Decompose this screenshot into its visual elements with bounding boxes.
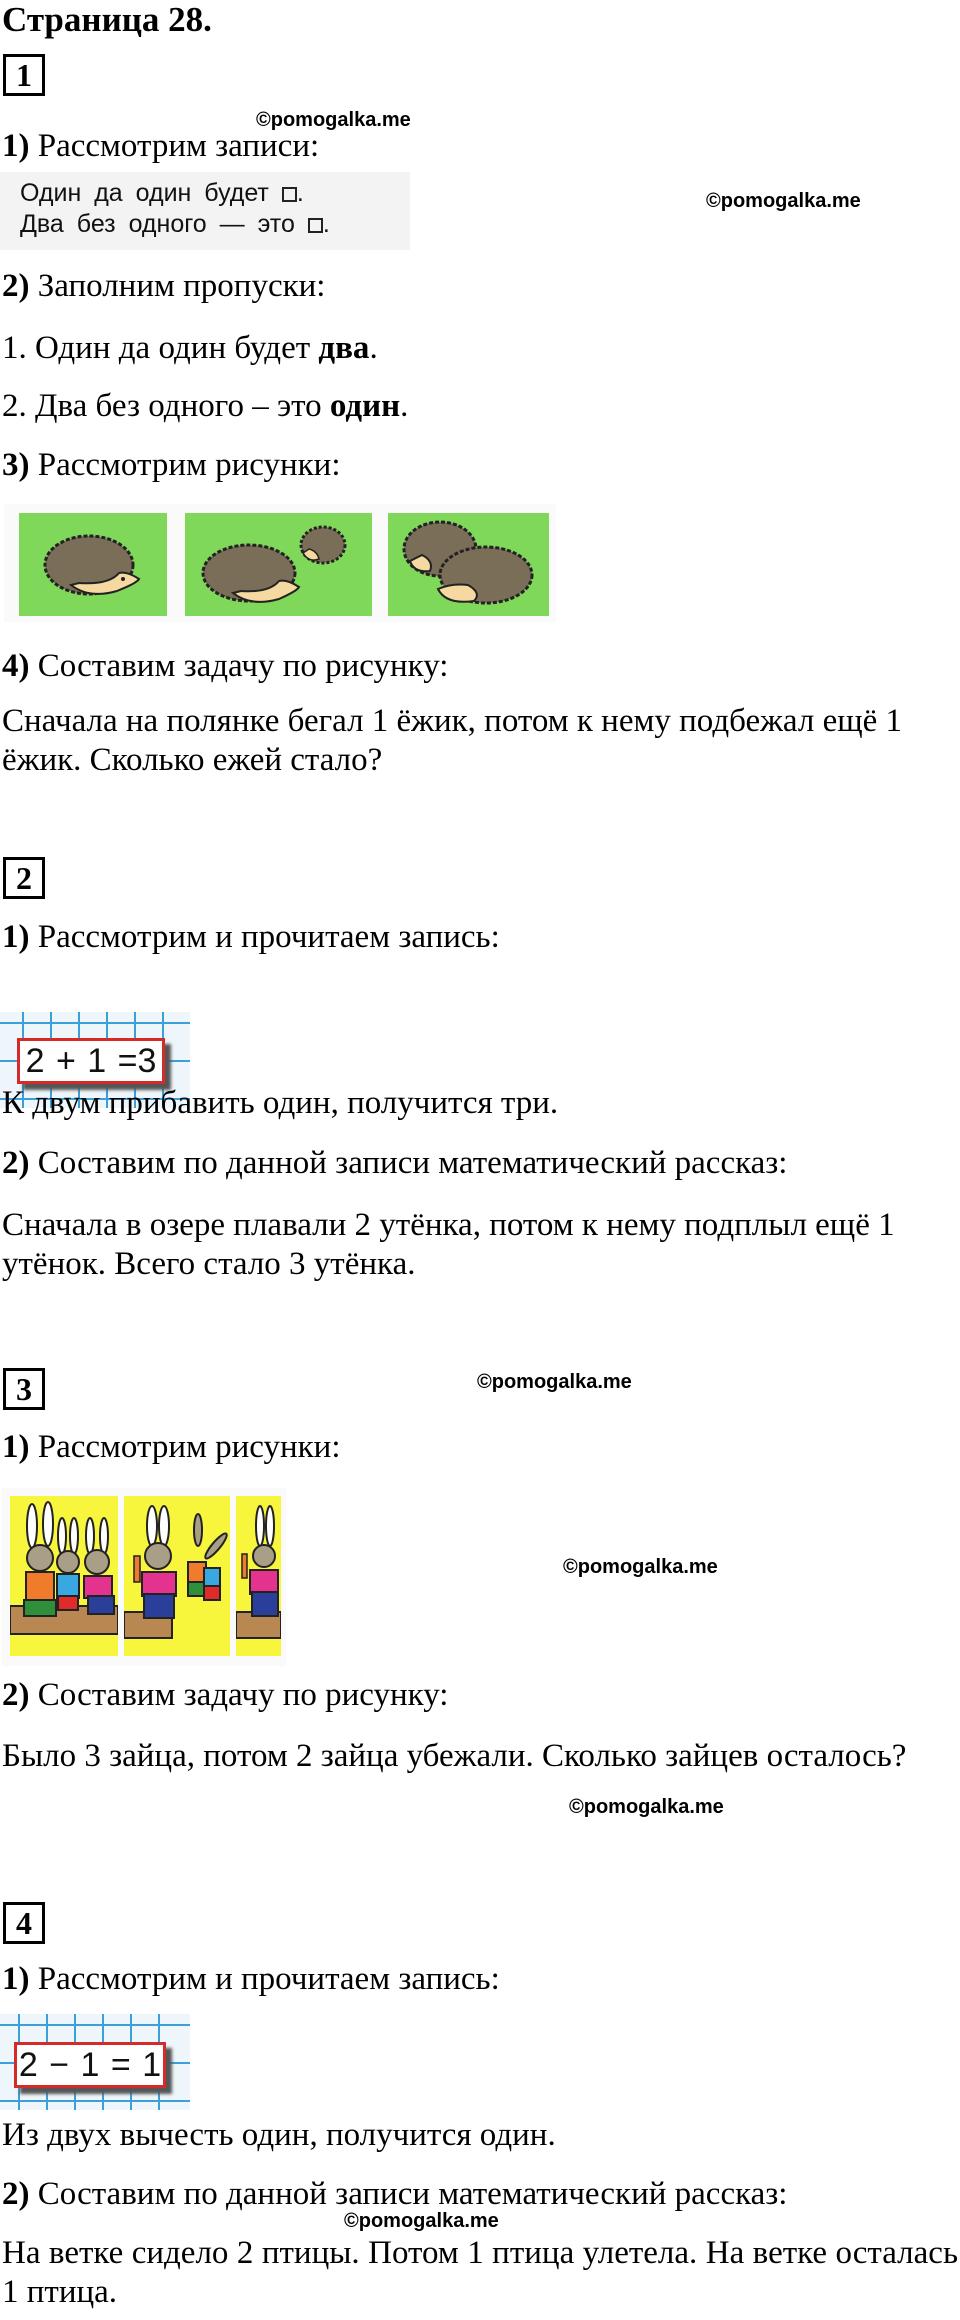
task-number-1: 1 <box>3 54 45 96</box>
record-line-2: Два без одного — это . <box>20 210 330 238</box>
rabbit-icon <box>10 1496 118 1656</box>
rabbit-icon <box>236 1496 281 1656</box>
hedgehog-pictures <box>4 504 556 622</box>
picture-panel-3 <box>388 513 549 616</box>
task3-step2: 2) Составим задачу по рисунку: <box>2 1677 449 1713</box>
task4-reading: Из двух вычесть один, получится один. <box>2 2117 556 2153</box>
blank-square-icon <box>282 187 297 202</box>
task2-answer: Сначала в озере плавали 2 утёнка, потом к нему подплыл ещё 1 утёнок. Всего стало 3 утёнка. <box>2 1207 895 1282</box>
task3-step1: 1) Рассмотрим рисунки: <box>2 1429 341 1465</box>
hedgehog-icon <box>388 513 549 616</box>
task1-step4: 4) Составим задачу по рисунку: <box>2 648 449 684</box>
step-text: Рассмотрим записи: <box>29 128 320 164</box>
task4-answer: На ветке сидело 2 птицы. Потом 1 птица улетела. На ветке осталась 1 птица. <box>2 2235 958 2310</box>
task2-reading: К двум прибавить один, получится три. <box>2 1085 559 1121</box>
task1-step3: 3) Рассмотрим рисунки: <box>2 447 341 483</box>
records-image <box>0 172 410 250</box>
equation-box: 2 − 1 = 1 <box>14 2042 166 2088</box>
task1-answer: Сначала на полянке бегал 1 ёжик, потом к нему подбежал ещё 1 ёжик. Сколько ежей стало? <box>2 703 903 778</box>
task-number-2: 2 <box>3 857 45 899</box>
rabbit-pictures <box>2 1488 286 1666</box>
blank-square-icon <box>308 218 323 233</box>
picture-panel-3 <box>236 1496 281 1656</box>
task-number-3: 3 <box>3 1368 45 1410</box>
task-number-4: 4 <box>3 1902 45 1944</box>
watermark: ©pomogalka.me <box>569 1796 724 1818</box>
watermark: ©pomogalka.me <box>563 1556 718 1578</box>
picture-panel-2 <box>185 513 372 616</box>
step-number: 1) <box>2 128 30 164</box>
picture-panel-2 <box>124 1496 230 1656</box>
watermark: ©pomogalka.me <box>344 2210 499 2232</box>
equation-box: 2 + 1 =3 <box>17 1038 165 1084</box>
hedgehog-icon <box>185 513 372 616</box>
answer-word: два <box>318 330 370 366</box>
watermark: ©pomogalka.me <box>256 109 411 131</box>
rabbit-icon <box>124 1496 230 1656</box>
hedgehog-icon <box>19 513 167 616</box>
task4-step1: 1) Рассмотрим и прочитаем запись: <box>2 1961 500 1997</box>
task4-step2: 2) Составим по данной записи математический рассказ: <box>2 2176 788 2212</box>
fill-item-2: 2. Два без одного – это один. <box>2 388 409 424</box>
picture-panel-1 <box>19 513 167 616</box>
task3-answer: Было 3 зайца, потом 2 зайца убежали. Сколько зайцев осталось? <box>2 1738 907 1774</box>
picture-panel-1 <box>10 1496 118 1656</box>
fill-item-1: 1. Один да один будет два. <box>2 330 378 366</box>
task1-step1 <box>2 126 319 166</box>
task2-step1: 1) Рассмотрим и прочитаем запись: <box>2 919 500 955</box>
page-title: Страница 28. <box>2 0 212 39</box>
task1-step2: 2) Заполним пропуски: <box>2 268 326 304</box>
watermark: ©pomogalka.me <box>477 1371 632 1393</box>
answer-word: один <box>329 388 401 424</box>
task2-step2: 2) Составим по данной записи математический рассказ: <box>2 1145 788 1181</box>
watermark: ©pomogalka.me <box>706 190 861 212</box>
record-line-1: Один да один будет . <box>20 179 304 207</box>
equation-image-subtraction <box>0 2014 190 2110</box>
